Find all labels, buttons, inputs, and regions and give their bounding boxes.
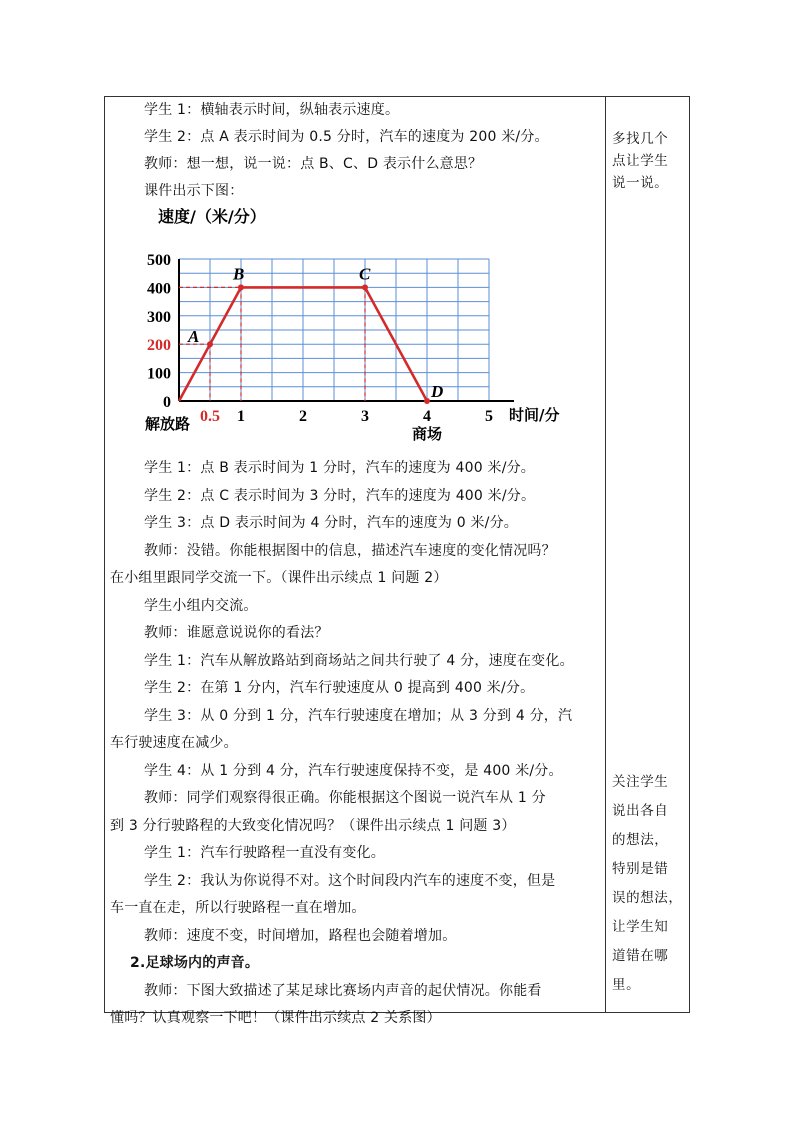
paragraph-line: 到 3 分行驶路程的大致变化情况吗？（课件出示续点 1 问题 3） xyxy=(110,817,516,834)
y-tick-label: 300 xyxy=(147,308,171,326)
data-point-b xyxy=(238,284,244,290)
y-tick-label: 400 xyxy=(147,280,171,298)
paragraph-line: 教师：没错。你能根据图中的信息，描述汽车速度的变化情况吗？ xyxy=(144,542,556,559)
origin-label: 0 xyxy=(163,394,171,411)
side-note-line: 点让学生 xyxy=(612,153,669,169)
point-label-d: D xyxy=(431,382,444,401)
x-tick-label: 5 xyxy=(485,408,493,425)
point-label-b: B xyxy=(233,264,245,284)
paragraph-line: 学生 3：点 D 表示时间为 4 分时，汽车的速度为 0 米/分。 xyxy=(144,515,518,531)
side-note-line: 多找几个 xyxy=(612,131,669,147)
point-label-a: A xyxy=(188,327,200,347)
y-tick-label: 100 xyxy=(147,365,171,383)
paragraph-line: 车一直在走，所以行驶路程一直在增加。 xyxy=(110,900,366,916)
side-note-line: 误的想法， xyxy=(612,890,683,906)
paragraph-line: 学生 2：我认为你说得不对。这个时间段内汽车的速度不变，但是 xyxy=(144,872,556,889)
paragraph-line: 课件出示下图： xyxy=(144,183,244,199)
paragraph-line: 教师：下图大致描述了某足球比赛场内声音的起伏情况。你能看 xyxy=(144,982,542,999)
paragraph-line: 学生 3：从 0 分到 1 分，汽车行驶速度在增加；从 3 分到 4 分，汽 xyxy=(144,707,573,724)
paragraph-line: 学生 2：点 A 表示时间为 0.5 分时，汽车的速度为 200 米/分。 xyxy=(144,129,549,145)
data-point-d xyxy=(424,398,430,404)
side-note-line: 特别是错 xyxy=(612,861,669,877)
side-note-line: 关注学生 xyxy=(612,774,669,790)
side-note-2 xyxy=(612,768,684,1000)
paragraph-line: 学生 4：从 1 分到 4 分，汽车行驶速度保持不变，是 400 米/分。 xyxy=(144,762,563,779)
x-tick-label: 2 xyxy=(299,408,307,425)
y-tick-label: 500 xyxy=(147,252,171,269)
x-tick-label: 4 xyxy=(423,408,431,425)
side-note-line: 的想法， xyxy=(612,832,669,848)
y-tick-label-highlight: 200 xyxy=(147,337,171,355)
paragraph-line: 2.足球场内的声音。 xyxy=(130,955,260,971)
start-place-label: 解放路 xyxy=(145,415,191,433)
chart-grid xyxy=(179,259,489,401)
paragraph-line: 学生 2：点 C 表示时间为 3 分时，汽车的速度为 400 米/分。 xyxy=(144,487,536,504)
side-note-line: 让学生知 xyxy=(612,919,669,935)
end-place-label: 商场 xyxy=(411,425,443,443)
paragraph-line: 学生 1：横轴表示时间，纵轴表示速度。 xyxy=(144,102,400,118)
side-note-1 xyxy=(612,128,684,194)
data-point-c xyxy=(362,284,368,290)
paragraph-line: 教师：速度不变，时间增加，路程也会随着增加。 xyxy=(144,927,457,944)
y-axis-title: 速度/（米/分） xyxy=(158,207,266,226)
paragraph-line: 教师：想一想，说一说：点 B、C、D 表示什么意思？ xyxy=(144,156,483,172)
x-tick-label: 3 xyxy=(361,408,369,425)
data-point-a xyxy=(207,341,213,347)
paragraph-line: 学生 2：在第 1 分内，汽车行驶速度从 0 提高到 400 米/分。 xyxy=(144,680,535,696)
paragraph-line: 懂吗？认真观察一下吧！（课件出示续点 2 关系图） xyxy=(110,1010,441,1026)
speed-time-chart xyxy=(134,206,600,446)
paragraph-line: 学生 1：汽车行驶路程一直没有变化。 xyxy=(144,845,385,861)
point-label-c: C xyxy=(359,264,371,284)
paragraph-line: 学生小组内交流。 xyxy=(144,597,258,614)
side-note-line: 道错在哪 xyxy=(612,948,669,964)
paragraph-line: 学生 1：点 B 表示时间为 1 分时，汽车的速度为 400 米/分。 xyxy=(144,460,536,476)
x-tick-label-highlight: 0.5 xyxy=(200,408,220,425)
paragraph-line: 教师：同学们观察得很正确。你能根据这个图说一说汽车从 1 分 xyxy=(144,790,546,806)
paragraph-line: 车行驶速度在减少。 xyxy=(110,735,238,751)
chart-marks xyxy=(145,252,559,443)
x-tick-label: 1 xyxy=(237,408,245,425)
paragraph-line: 在小组里跟同学交流一下。（课件出示续点 1 问题 2） xyxy=(110,570,448,586)
side-note-line: 说一说。 xyxy=(612,175,669,191)
side-note-line: 里。 xyxy=(612,977,641,993)
side-note-line: 说出各自 xyxy=(612,803,669,819)
x-axis-title: 时间/分 xyxy=(509,406,560,424)
paragraph-line: 教师：谁愿意说说你的看法？ xyxy=(144,625,329,641)
paragraph-line: 学生 1：汽车从解放路站到商场站之间共行驶了 4 分，速度在变化。 xyxy=(144,652,574,669)
